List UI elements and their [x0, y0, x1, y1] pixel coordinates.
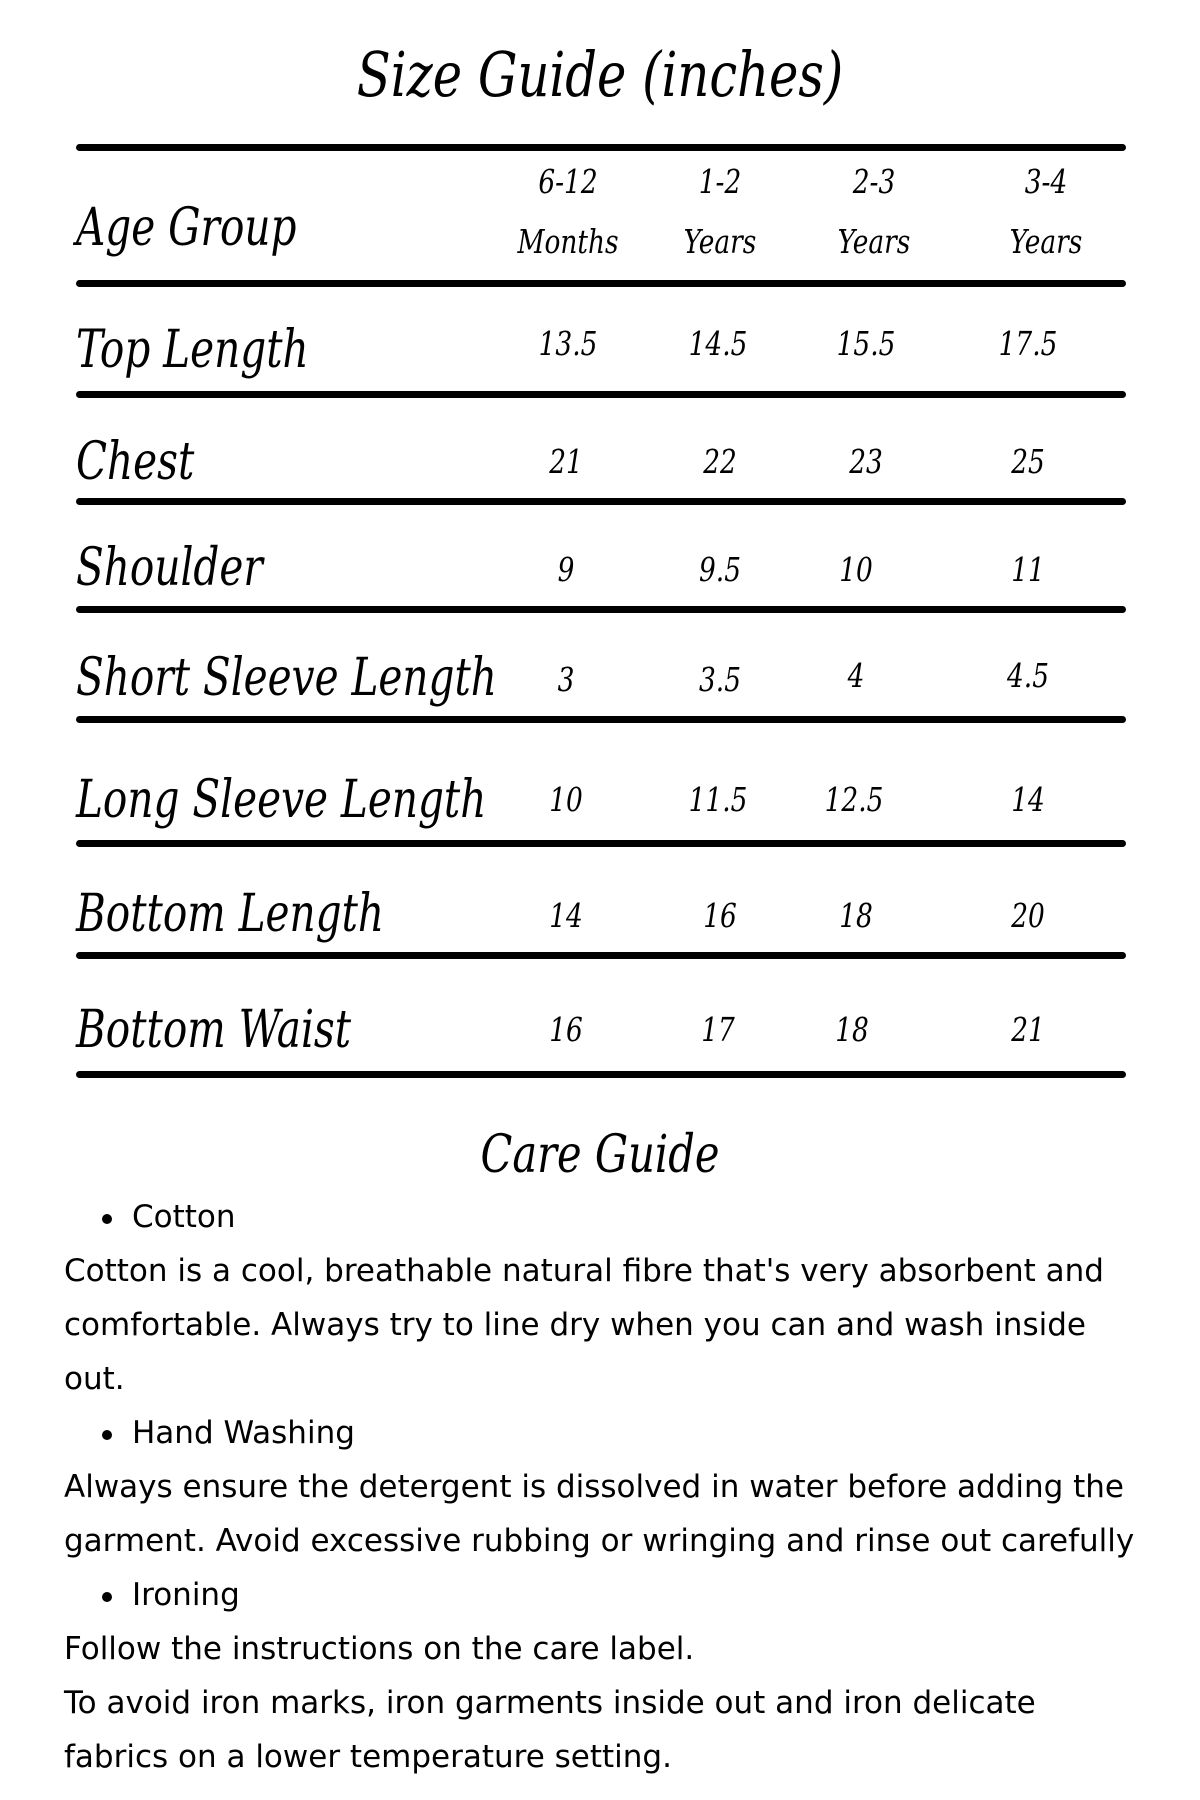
row-label-top-length: Top Length: [76, 320, 309, 380]
table-cell: 9.5: [699, 550, 741, 589]
table-cell: 23: [849, 442, 883, 481]
table-cell: 3: [557, 660, 575, 699]
table-cell: 16: [549, 1010, 583, 1049]
column-header: [810, 152, 938, 272]
table-cell: 17.5: [998, 324, 1058, 363]
table-cell: 14.5: [688, 324, 748, 363]
column-header-line1: 1-2: [698, 162, 742, 201]
care-bullet-cotton: Cotton: [64, 1190, 1144, 1244]
table-cell: 13.5: [538, 324, 598, 363]
table-cell: 14: [549, 896, 583, 935]
table-cell: 10: [839, 550, 873, 589]
table-cell: 11: [1011, 550, 1045, 589]
care-text-ironing: Follow the instructions on the care label.: [64, 1631, 695, 1667]
table-cell: 18: [835, 1010, 869, 1049]
table-cell: 12.5: [824, 780, 884, 819]
table-cell: 4: [847, 656, 865, 695]
header-label: Age Group: [76, 198, 297, 258]
care-bullet-hand-washing: Hand Washing: [64, 1406, 1144, 1460]
table-cell: 4.5: [1007, 656, 1049, 695]
table-rule-row-5: [76, 840, 1126, 847]
column-header: [982, 152, 1110, 272]
table-rule-row-6: [76, 952, 1126, 959]
table-cell: 22: [703, 442, 737, 481]
row-label-short-sleeve-length: Short Sleeve Length: [76, 648, 497, 708]
table-rule-top: [76, 144, 1126, 151]
table-cell: 25: [1011, 442, 1045, 481]
table-rule-row-7: [76, 1071, 1126, 1078]
row-label-shoulder: Shoulder: [76, 538, 263, 598]
care-text-hand-washing: Always ensure the detergent is dissolved in water before adding the garment. Avoid excessive rubbing or wringing and rinse out carefully: [64, 1469, 1135, 1559]
row-label-long-sleeve-length: Long Sleeve Length: [76, 770, 487, 830]
column-header-line2: Years: [1009, 222, 1083, 261]
table-cell: 9: [557, 550, 575, 589]
column-header-line1: 2-3: [852, 162, 896, 201]
table-rule-header: [76, 280, 1126, 287]
table-rule-row-1: [76, 391, 1126, 398]
row-label-bottom-waist: Bottom Waist: [76, 1000, 352, 1060]
row-label-bottom-length: Bottom Length: [76, 884, 385, 944]
table-cell: 14: [1011, 780, 1045, 819]
page-title: Size Guide (inches): [356, 38, 844, 111]
care-guide-title: Care Guide: [480, 1125, 720, 1185]
column-header-line1: 6-12: [538, 162, 598, 201]
table-cell: 15.5: [836, 324, 896, 363]
table-cell: 3.5: [699, 660, 741, 699]
table-rule-row-4: [76, 716, 1126, 723]
care-text-ironing-2: To avoid iron marks, iron garments inside out and iron delicate fabrics on a lower temperature setting.: [64, 1685, 1036, 1775]
table-cell: 11.5: [688, 780, 748, 819]
column-header-line2: Years: [837, 222, 911, 261]
table-cell: 16: [703, 896, 737, 935]
table-cell: 10: [549, 780, 583, 819]
column-header: [656, 152, 784, 272]
care-text-cotton: Cotton is a cool, breathable natural fibre that's very absorbent and comfortable. Always try to line dry when you can and wash inside out.: [64, 1253, 1104, 1397]
table-cell: 21: [549, 442, 583, 481]
care-bullet-ironing: Ironing: [64, 1568, 1144, 1622]
row-label-chest: Chest: [76, 432, 195, 492]
table-rule-row-3: [76, 606, 1126, 613]
table-cell: 21: [1011, 1010, 1045, 1049]
table-cell: 20: [1011, 896, 1045, 935]
table-cell: 18: [839, 896, 873, 935]
table-rule-row-2: [76, 498, 1126, 505]
column-header-line2: Years: [683, 222, 757, 261]
column-header: [504, 152, 632, 272]
column-header-line1: 3-4: [1024, 162, 1068, 201]
column-header-line2: Months: [517, 222, 619, 261]
care-guide-body: [64, 1190, 1144, 1784]
table-cell: 17: [701, 1010, 735, 1049]
